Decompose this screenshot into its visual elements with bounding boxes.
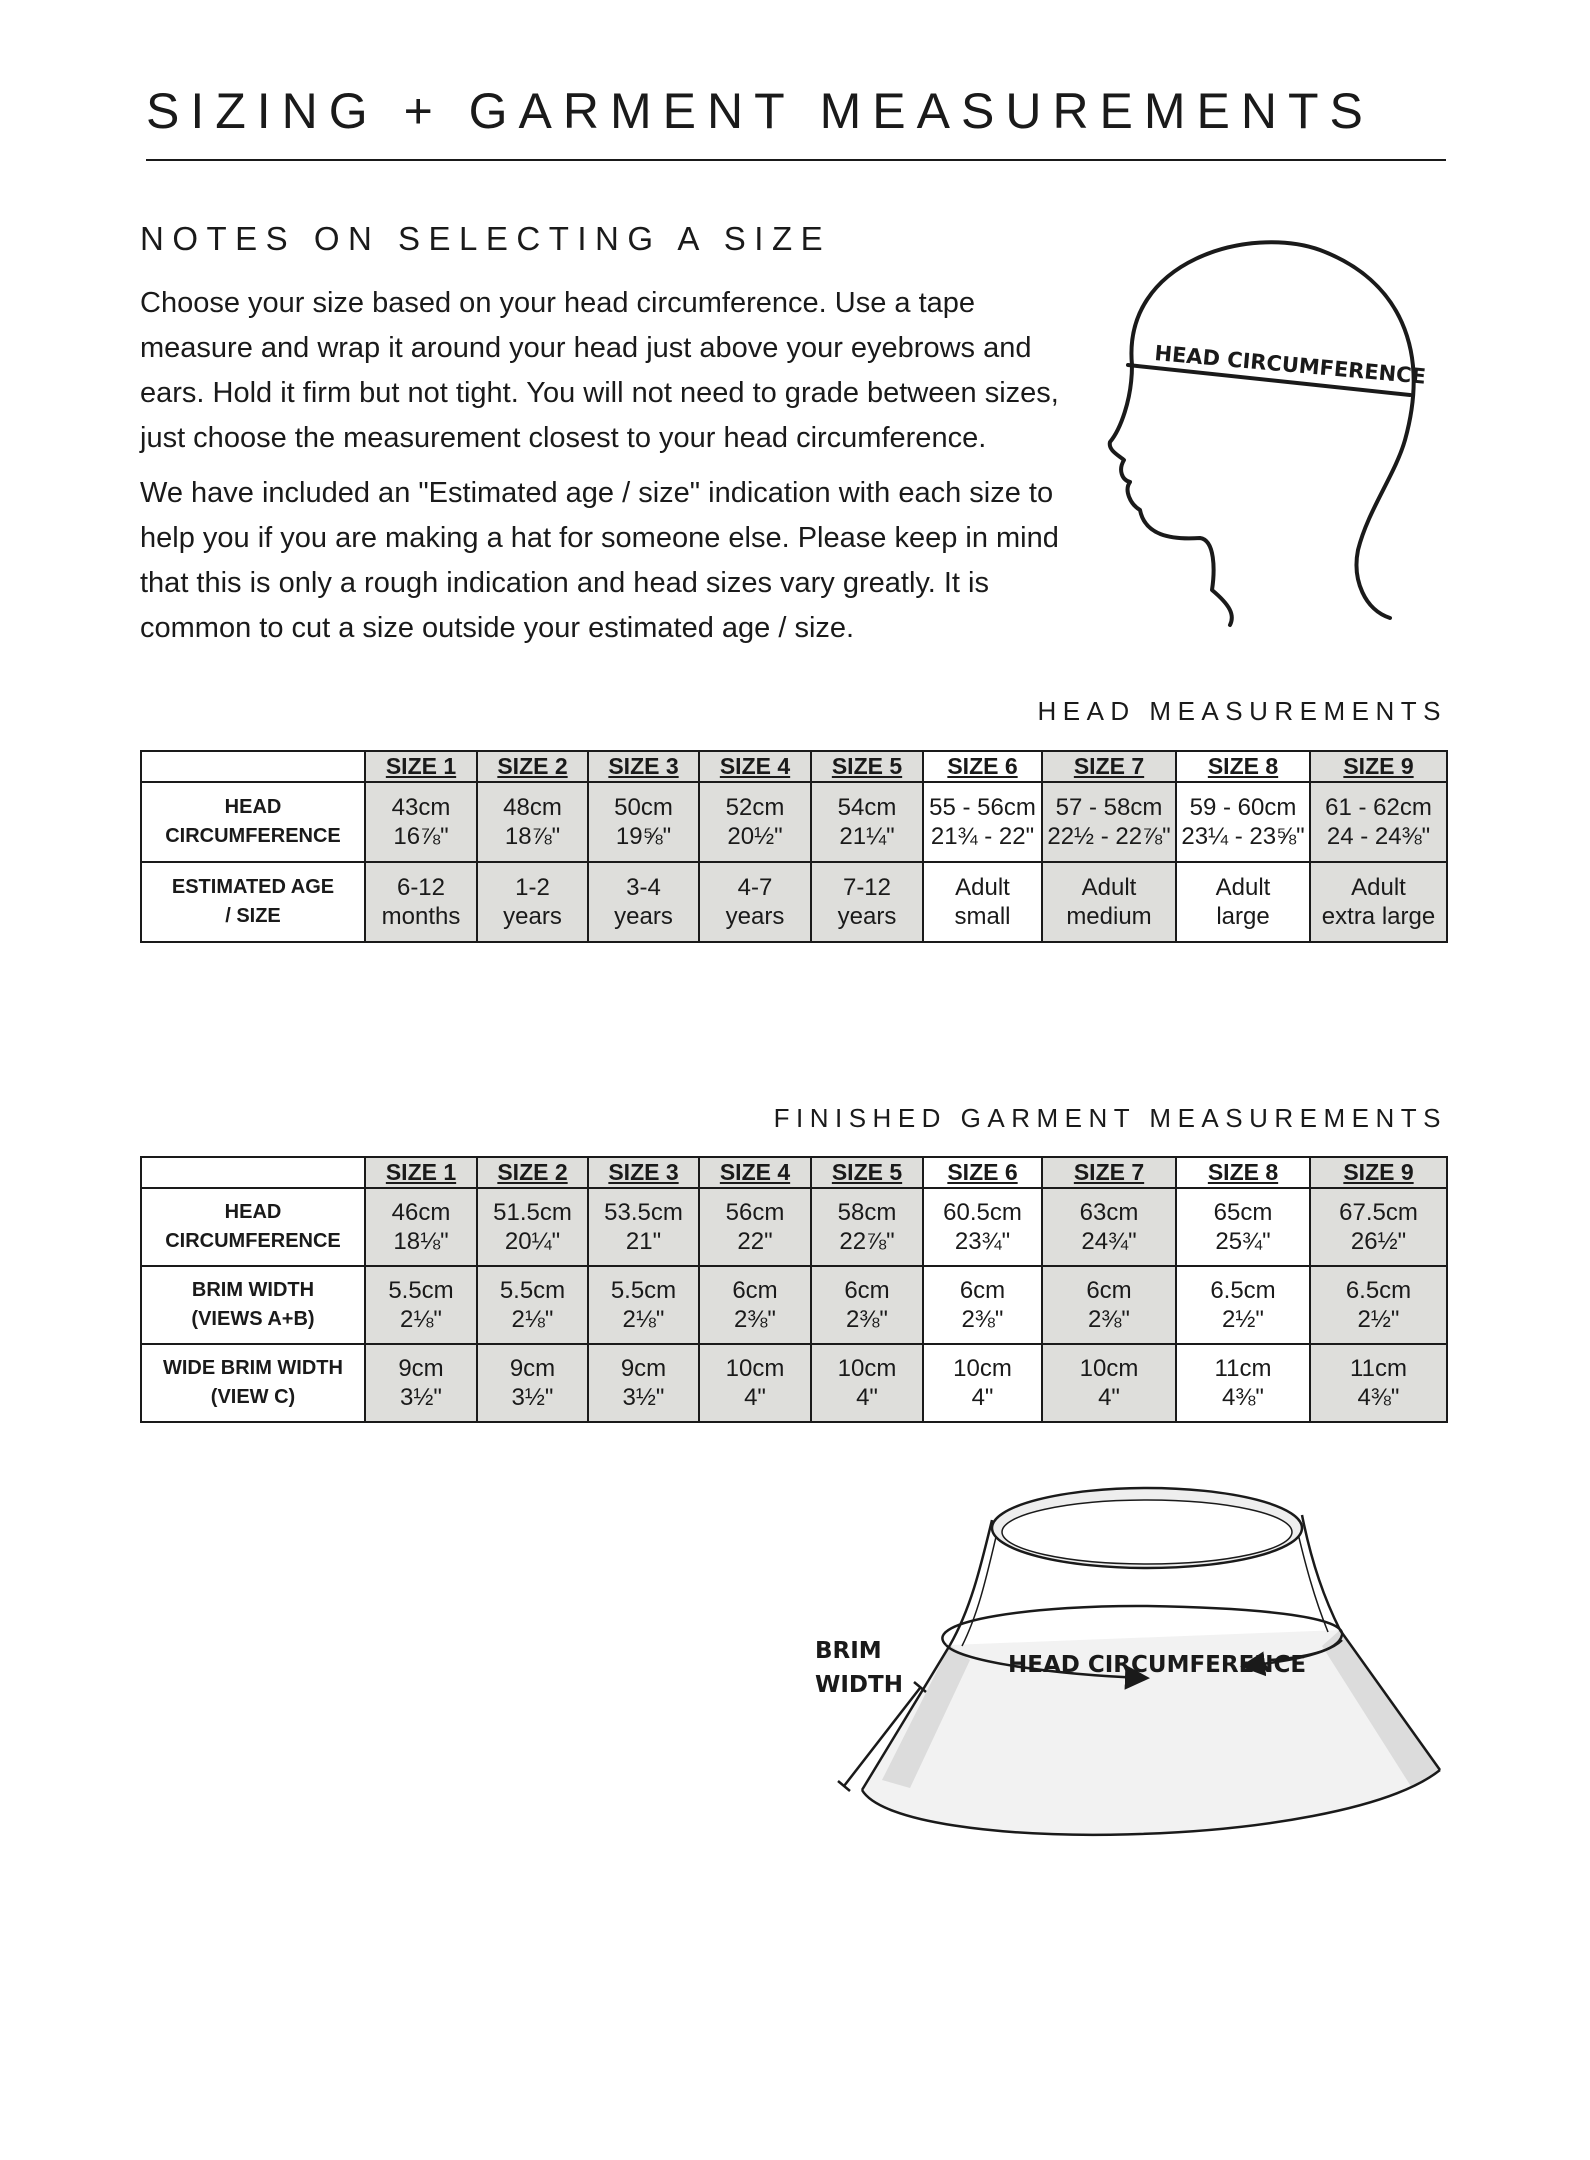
size-header: SIZE 4 xyxy=(699,1157,811,1188)
crown-top-inner xyxy=(1002,1500,1292,1564)
table-cell xyxy=(477,1188,588,1266)
cell-value: Adult xyxy=(1351,874,1406,901)
size-header: SIZE 3 xyxy=(588,1157,699,1188)
cell-value: 4⅜" xyxy=(1222,1384,1264,1411)
size-header: SIZE 4 xyxy=(699,751,811,782)
row-label xyxy=(141,1344,365,1422)
cell-value: extra large xyxy=(1321,903,1436,930)
finished-garment-table xyxy=(140,1156,1448,1423)
cell-value: 3-4 xyxy=(626,874,661,901)
cell-value: 56cm xyxy=(725,1199,785,1226)
size-header: SIZE 8 xyxy=(1176,751,1310,782)
cell-value: 21¾ - 22" xyxy=(930,823,1035,850)
row-label xyxy=(141,1266,365,1344)
cell-value: 2⅛" xyxy=(400,1306,442,1333)
cell-value: 2⅛" xyxy=(511,1306,554,1333)
size-header: SIZE 5 xyxy=(811,1157,923,1188)
notes-paragraph-2: We have included an "Estimated age / size" indication with each size to help you if you are making a hat for someone else. Please keep in mind that this is only a rough indication and head sizes vary greatly. It is common to cut a size outside your estimated age / size. xyxy=(140,477,1059,644)
table-cell xyxy=(365,862,477,942)
cell-value: 60.5cm xyxy=(943,1199,1022,1226)
cell-value: Adult xyxy=(1215,874,1271,901)
cell-value: 6-12 xyxy=(396,874,446,901)
row-label-line: ESTIMATED AGE xyxy=(171,876,335,898)
cell-value: 58cm xyxy=(837,1199,897,1226)
size-header: SIZE 6 xyxy=(923,751,1042,782)
table-cell xyxy=(1310,862,1447,942)
table-cell xyxy=(365,782,477,862)
cell-value: 67.5cm xyxy=(1339,1199,1418,1226)
cell-value: 22½ - 22⅞" xyxy=(1047,823,1171,850)
cell-value: 4" xyxy=(1098,1384,1120,1411)
table-cell xyxy=(923,1344,1042,1422)
cell-value: 2½" xyxy=(1222,1306,1264,1333)
size-header: SIZE 2 xyxy=(477,751,588,782)
cell-value: 1-2 xyxy=(515,874,550,901)
size-header: SIZE 8 xyxy=(1176,1157,1310,1188)
table-cell xyxy=(923,862,1042,942)
size-header: SIZE 5 xyxy=(811,751,923,782)
size-header: SIZE 1 xyxy=(365,1157,477,1188)
table-cell xyxy=(1176,1344,1310,1422)
table-cell xyxy=(923,1266,1042,1344)
cell-value: 4" xyxy=(856,1384,878,1411)
table-cell xyxy=(811,1344,923,1422)
notes-paragraph-1: Choose your size based on your head circumference. Use a tape measure and wrap it around your head just above your eyebrows and ears. Hold it firm but not tight. You will not need to grade between sizes, just choose the measurement closest to your head circumference. xyxy=(140,287,1059,454)
cell-value: 23¾" xyxy=(954,1228,1011,1255)
table-row xyxy=(141,1344,1447,1422)
size-header: SIZE 9 xyxy=(1310,751,1447,782)
cell-value: 4-7 xyxy=(737,874,773,901)
cell-value: 5.5cm xyxy=(388,1277,454,1304)
size-header: SIZE 9 xyxy=(1310,1157,1447,1188)
row-label-line: WIDE BRIM WIDTH xyxy=(163,1357,343,1379)
cell-value: 4" xyxy=(744,1384,766,1411)
table-cell xyxy=(1310,1266,1447,1344)
cell-value: 18⅞" xyxy=(504,823,561,850)
head-circumference-label: HEAD CIRCUMFERENCE xyxy=(1153,341,1427,389)
cell-value: 48cm xyxy=(503,794,562,821)
row-label xyxy=(141,782,365,862)
cell-value: medium xyxy=(1066,903,1152,930)
head-measurements-heading: HEAD MEASUREMENTS xyxy=(1037,696,1447,726)
table-row xyxy=(141,1266,1447,1344)
table-cell xyxy=(699,862,811,942)
cell-value: 11cm xyxy=(1350,1355,1407,1382)
row-label-line: CIRCUMFERENCE xyxy=(165,825,341,847)
row-label-line: HEAD xyxy=(224,1201,282,1223)
cell-value: 4" xyxy=(971,1384,994,1411)
table-cell xyxy=(699,1344,811,1422)
cell-value: 9cm xyxy=(620,1355,667,1382)
cell-value: 18⅛" xyxy=(393,1228,449,1255)
cell-value: 11cm xyxy=(1214,1355,1272,1382)
table-cell xyxy=(365,1266,477,1344)
table-cell xyxy=(1310,1344,1447,1422)
cell-value: years xyxy=(837,903,897,930)
table-cell xyxy=(1042,1188,1176,1266)
cell-value: 3½" xyxy=(400,1384,442,1411)
row-label-line: (VIEWS A+B) xyxy=(191,1308,315,1330)
cell-value: 22" xyxy=(737,1228,773,1255)
cell-value: 24¾" xyxy=(1081,1228,1137,1255)
cell-value: 10cm xyxy=(837,1355,897,1382)
table-cell xyxy=(811,782,923,862)
cell-value: 59 - 60cm xyxy=(1189,794,1297,821)
table-row xyxy=(141,862,1447,942)
cell-value: 10cm xyxy=(1079,1355,1139,1382)
row-label-line: (VIEW C) xyxy=(210,1386,296,1408)
cell-value: 43cm xyxy=(391,794,451,821)
cell-value: 2½" xyxy=(1357,1306,1400,1333)
cell-value: 3½" xyxy=(511,1384,554,1411)
row-label xyxy=(141,1188,365,1266)
cell-value: years xyxy=(725,903,785,930)
table-cell xyxy=(365,1344,477,1422)
cell-value: 46cm xyxy=(391,1199,451,1226)
cell-value: large xyxy=(1216,903,1270,930)
cell-value: 19⅝" xyxy=(615,823,672,850)
table-cell xyxy=(477,782,588,862)
cell-value: months xyxy=(381,903,461,930)
table-row xyxy=(141,782,1447,862)
cell-value: 6cm xyxy=(732,1277,778,1304)
face-profile xyxy=(1110,365,1232,625)
cell-value: 6cm xyxy=(959,1277,1006,1304)
table-cell xyxy=(477,862,588,942)
table-cell xyxy=(699,1266,811,1344)
cell-value: 6cm xyxy=(1086,1277,1132,1304)
size-header: SIZE 7 xyxy=(1042,751,1176,782)
table-cell xyxy=(1042,1266,1176,1344)
table-cell xyxy=(1310,782,1447,862)
table-cell xyxy=(699,1188,811,1266)
finished-garment-heading: FINISHED GARMENT MEASUREMENTS xyxy=(773,1103,1447,1133)
table-cell xyxy=(588,782,699,862)
head-profile-icon xyxy=(1100,220,1440,630)
cell-value: 26½" xyxy=(1350,1228,1407,1255)
table-row xyxy=(141,1188,1447,1266)
cell-value: 61 - 62cm xyxy=(1325,794,1432,821)
table-cell xyxy=(811,862,923,942)
cell-value: 3½" xyxy=(622,1384,665,1411)
size-header: SIZE 6 xyxy=(923,1157,1042,1188)
table-cell xyxy=(1176,862,1310,942)
row-label-line: BRIM WIDTH xyxy=(191,1279,315,1301)
cell-value: 20¼" xyxy=(504,1228,561,1255)
table-cell xyxy=(699,782,811,862)
size-header: SIZE 1 xyxy=(365,751,477,782)
head-measurements-table xyxy=(140,750,1448,943)
size-header-row xyxy=(141,1157,1447,1188)
cell-value: 2⅜" xyxy=(734,1306,776,1333)
table-cell xyxy=(1176,1188,1310,1266)
cell-value: 4⅜" xyxy=(1357,1384,1400,1411)
table-cell xyxy=(1176,782,1310,862)
hat-circumference-label: HEAD CIRCUMFERENCE xyxy=(1008,1652,1307,1678)
table-cell xyxy=(588,1344,699,1422)
cell-value: 6.5cm xyxy=(1345,1277,1412,1304)
table-cell xyxy=(588,862,699,942)
page-title: SIZING + GARMENT MEASUREMENTS xyxy=(146,83,1374,139)
cell-value: 2⅜" xyxy=(961,1306,1004,1333)
table-cell xyxy=(923,782,1042,862)
table-cell xyxy=(477,1266,588,1344)
table-cell xyxy=(811,1266,923,1344)
cell-value: 25¾" xyxy=(1215,1228,1271,1255)
size-header-row xyxy=(141,751,1447,782)
cell-value: Adult xyxy=(1081,874,1137,901)
cell-value: 7-12 xyxy=(842,874,892,901)
header-blank-cell xyxy=(141,751,365,782)
cell-value: 9cm xyxy=(509,1355,556,1382)
row-label-line: HEAD xyxy=(224,796,282,818)
cell-value: years xyxy=(614,903,673,930)
notes-heading: NOTES ON SELECTING A SIZE xyxy=(140,220,832,257)
table-cell xyxy=(1042,1344,1176,1422)
row-label-line: / SIZE xyxy=(225,905,281,927)
cell-value: 52cm xyxy=(725,794,785,821)
cell-value: 53.5cm xyxy=(604,1199,683,1226)
cell-value: 21" xyxy=(625,1228,662,1255)
table-cell xyxy=(588,1266,699,1344)
bucket-hat-icon xyxy=(800,1470,1480,1890)
cell-value: 9cm xyxy=(398,1355,444,1382)
cell-value: 24 - 24⅜" xyxy=(1326,823,1431,850)
table-cell xyxy=(588,1188,699,1266)
cell-value: 2⅜" xyxy=(846,1306,888,1333)
table-cell xyxy=(365,1188,477,1266)
cell-value: 5.5cm xyxy=(610,1277,677,1304)
cell-value: 16⅞" xyxy=(393,823,449,850)
cell-value: 65cm xyxy=(1213,1199,1273,1226)
crown-left-seam xyxy=(962,1520,1000,1646)
cell-value: 2⅜" xyxy=(1088,1306,1130,1333)
cell-value: 63cm xyxy=(1079,1199,1139,1226)
table-cell xyxy=(1042,862,1176,942)
brim-label-line2: WIDTH xyxy=(815,1672,903,1698)
row-label xyxy=(141,862,365,942)
cell-value: small xyxy=(954,903,1011,930)
table-cell xyxy=(1176,1266,1310,1344)
cell-value: 6.5cm xyxy=(1210,1277,1276,1304)
table-cell xyxy=(1042,782,1176,862)
cell-value: Adult xyxy=(955,874,1010,901)
cell-value: 6cm xyxy=(844,1277,890,1304)
size-header: SIZE 3 xyxy=(588,751,699,782)
cell-value: 55 - 56cm xyxy=(929,794,1036,821)
table-cell xyxy=(811,1188,923,1266)
row-label-line: CIRCUMFERENCE xyxy=(165,1230,341,1252)
cell-value: 2⅛" xyxy=(622,1306,665,1333)
cell-value: years xyxy=(503,903,562,930)
header-blank-cell xyxy=(141,1157,365,1188)
table-cell xyxy=(1310,1188,1447,1266)
cell-value: 22⅞" xyxy=(839,1228,895,1255)
cell-value: 5.5cm xyxy=(499,1277,566,1304)
head-outline xyxy=(1131,242,1413,618)
cell-value: 57 - 58cm xyxy=(1055,794,1163,821)
cell-value: 20½" xyxy=(727,823,783,850)
cell-value: 23¼ - 23⅝" xyxy=(1181,823,1305,850)
cell-value: 54cm xyxy=(837,794,897,821)
cell-value: 10cm xyxy=(953,1355,1012,1382)
size-header: SIZE 2 xyxy=(477,1157,588,1188)
brim-label-line1: BRIM xyxy=(815,1638,882,1664)
cell-value: 21¼" xyxy=(839,823,895,850)
title-divider xyxy=(146,159,1446,161)
cell-value: 50cm xyxy=(614,794,673,821)
cell-value: 51.5cm xyxy=(493,1199,572,1226)
table-cell xyxy=(477,1344,588,1422)
table-cell xyxy=(923,1188,1042,1266)
size-header: SIZE 7 xyxy=(1042,1157,1176,1188)
cell-value: 10cm xyxy=(725,1355,785,1382)
